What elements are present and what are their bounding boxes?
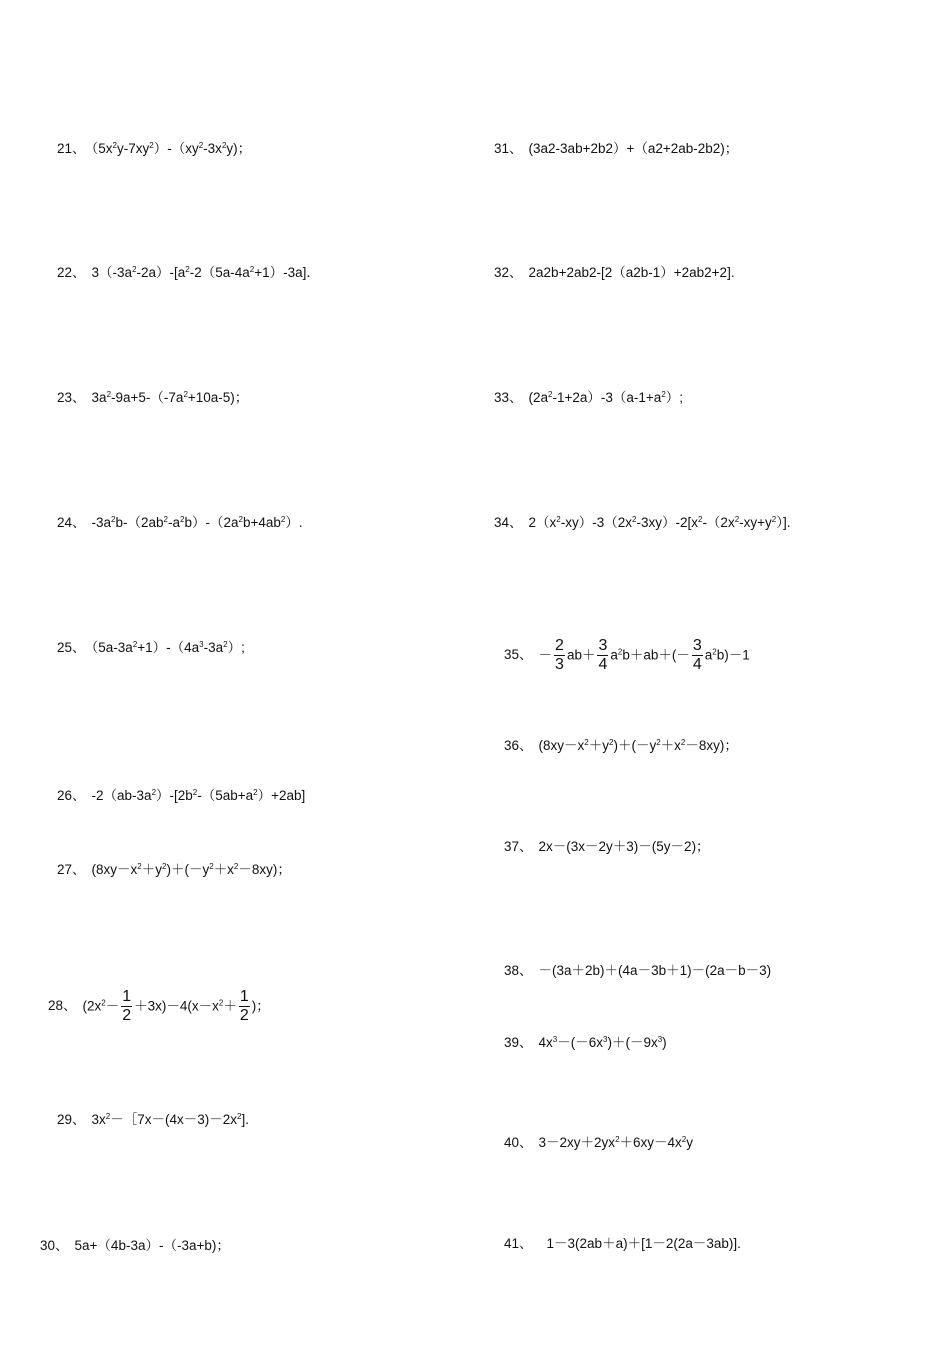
- problem-number: 38、: [504, 963, 533, 978]
- problem-number: 33、: [494, 390, 523, 405]
- problem-number: 35、: [504, 647, 533, 663]
- problem-number: 39、: [504, 1035, 533, 1050]
- problem-33: 33、 $(2a^2-1+2a)-3(a-1+a^2)$;: [494, 390, 684, 405]
- fraction: $\frac{3}{4}$: [598, 637, 608, 674]
- problem-number: 26、: [57, 788, 86, 803]
- problem-number: 21、: [57, 141, 86, 156]
- problem-40: 40、 $3-2xy+2yx^2+6xy-4x^2y$: [504, 1135, 693, 1150]
- problem-41: 41、 1－3(2ab＋a)＋[1－2(2a－3ab)].: [504, 1236, 741, 1251]
- problem-number: 32、: [494, 265, 523, 280]
- problem-29: 29、 $3x^2-[7x-(4x-3)-2x^2$].: [57, 1112, 249, 1127]
- problem-number: 24、: [57, 515, 86, 530]
- problem-number: 23、: [57, 390, 86, 405]
- problem-number: 34、: [494, 515, 523, 530]
- problem-25: 25、 $(5a-3a^2+1)-(4a^3-3a^2)$;: [57, 640, 245, 655]
- problem-number: 25、: [57, 640, 86, 655]
- problem-number: 31、: [494, 141, 523, 156]
- fraction: $\frac{2}{3}$: [555, 637, 564, 674]
- problem-number: 40、: [504, 1135, 533, 1150]
- fraction: $\frac{1}{2}$: [239, 988, 249, 1025]
- problem-27: 27、 $(8xy-x^2+y^2)+(-y^2+x^2-8xy)$；: [57, 862, 291, 877]
- problem-36: 36、 $(8xy-x^2+y^2)+(-y^2+x^2-8xy)$；: [504, 738, 738, 753]
- problem-32: 32、 2a2b+2ab2-[2（a2b-1）+2ab2+2].: [494, 265, 735, 280]
- problem-30: 30、 5a+（4b-3a）-（-3a+b)；: [40, 1238, 230, 1253]
- problem-28: 28、 ($2x^2-$ $\frac{1}{2}$ $+3x)-4(x-x^2+$ $\frac{1}{2}$ )；: [48, 988, 270, 1025]
- problem-35: 35、 － $\frac{2}{3}$ ab＋ $\frac{3}{4}$ $a^2b+ab+(-$ $\frac{3}{4}$ $a^2b)-1$: [504, 637, 750, 674]
- problem-26: 26、 $-2(ab-3a^2)-[2b^2-(5ab+a^2)+2ab]$: [57, 788, 306, 803]
- problem-37: 37、 2x－(3x－2y＋3)－(5y－2)；: [504, 839, 710, 854]
- problem-number: 37、: [504, 839, 533, 854]
- problem-21: 21、 $(5x^2y-7xy^2)-(xy^2-3x^2y)$；: [57, 141, 252, 156]
- problem-number: 30、: [40, 1238, 69, 1253]
- problem-39: 39、 $4x^3-(-6x^3)+(-9x^3)$: [504, 1035, 667, 1050]
- problem-38: 38、 －(3a＋2b)＋(4a－3b＋1)－(2a－b－3): [504, 963, 772, 978]
- problem-number: 27、: [57, 862, 86, 877]
- problem-number: 22、: [57, 265, 86, 280]
- fraction: $\frac{3}{4}$: [692, 637, 702, 674]
- problem-24: 24、 $-3a^2b-(2ab^2-a^2b)-(2a^2b+4ab^2)$.: [57, 515, 303, 530]
- problem-number: 29、: [57, 1112, 86, 1127]
- problem-31: 31、 (3a2-3ab+2b2）+（a2+2ab-2b2)；: [494, 141, 739, 156]
- fraction: $\frac{1}{2}$: [122, 988, 132, 1025]
- problem-34: 34、 $2(x^2-xy)-3(2x^2-3xy)-2[x^2-(2x^2-xy+y^2)]$.: [494, 515, 791, 530]
- problem-22: 22、 $3(-3a^2-2a)-[a^2-2(5a-4a^2+1)-3a]$．: [57, 265, 320, 280]
- problem-number: 36、: [504, 738, 533, 753]
- problem-number: 41、: [504, 1236, 533, 1251]
- problem-number: 28、: [48, 998, 77, 1014]
- problem-23: 23、 $3a^2-9a+5-(-7a^2+10a-5)$；: [57, 390, 249, 405]
